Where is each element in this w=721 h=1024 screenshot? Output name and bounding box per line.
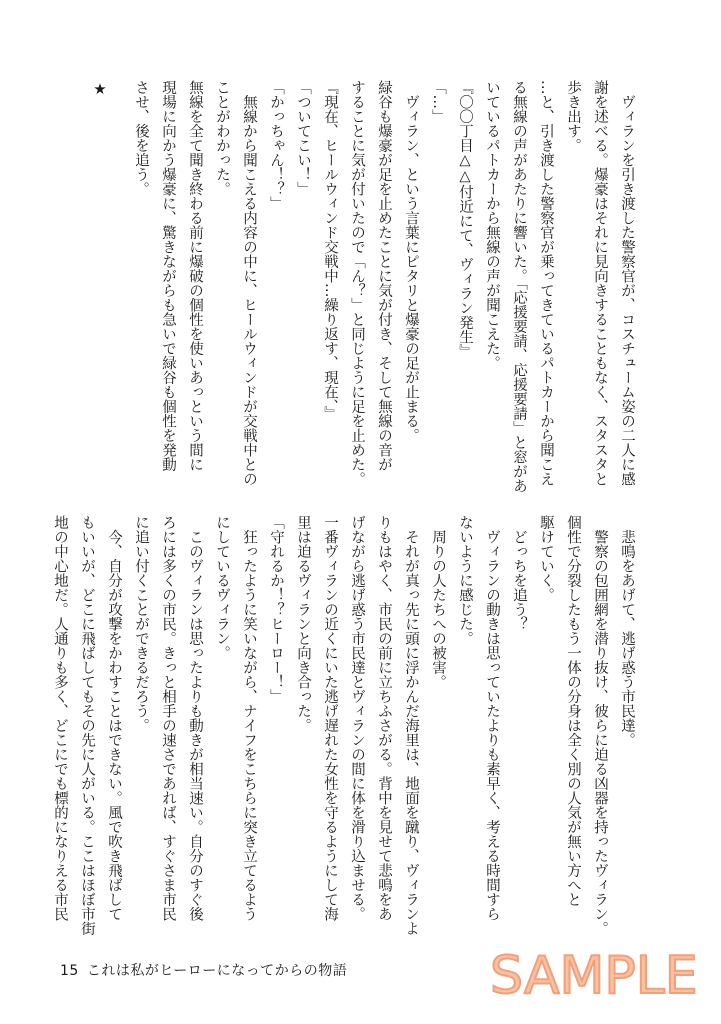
text-column: ヴィラン、という言葉にピタリと爆豪の足が止まる。 (403, 80, 419, 443)
text-column: 個性で分裂したもう一体の分身は全く別の人気が無い方へと (565, 515, 581, 907)
text-column: いているパトカーから無線の声が聞こえた。 (484, 80, 500, 370)
sample-watermark: SAMPLE (490, 946, 698, 1006)
text-column: ろには多くの市民。きっと相手の速さであれば、すぐさま市民 (160, 515, 176, 921)
text-column: このヴィランは思ったよりも動きが相当速い。自分のすぐ後 (187, 515, 203, 921)
text-column: 無線を全て聞き終わる前に爆破の個性を使いあっという間に (187, 80, 203, 472)
text-column: 警察の包囲網を潜り抜け、彼らに迫る凶器を持ったヴィラン。 (592, 515, 608, 936)
text-column: りもはやく、市民の前に立ちふさがる。背中を見せて悲鳴をあ (376, 515, 392, 921)
text-column: 『〇〇丁目△△付近にて、ヴィラン発生』 (457, 80, 473, 359)
text-column: 駆けていく。 (538, 515, 554, 602)
top-text-block (86, 80, 640, 495)
text-column: 歩き出す。 (565, 80, 581, 153)
book-title: これは私がヒーローになってからの物語 (86, 963, 348, 979)
text-column: 「守れるか！？ヒーロー！」 (268, 515, 284, 704)
text-column: 一番ヴィランの近くにいた逃げ遅れた女性を守るようにして海 (322, 515, 338, 921)
text-column: 地の中心地だ。人通りも多く、どこにでも標的になりえる市民 (52, 515, 68, 921)
text-column: 無線から聞こえる内容の中に、ヒールウィンドが交戦中との (241, 80, 257, 486)
text-column: …と、引き渡した警察官が乗ってきているパトカーから聞こえ (538, 80, 554, 486)
text-column: ヴィランを引き渡した警察官が、コスチューム姿の二人に感 (619, 80, 635, 486)
text-column: 「ついてこい！」 (295, 80, 311, 196)
text-column: 「かっちゃん！？」 (268, 80, 284, 211)
text-column: 今、自分が攻撃をかわすことはできない。風で吹き飛ばして (106, 515, 122, 921)
text-column: 『現在、ヒールウィンド交戦中…繰り返す、現在、』 (322, 80, 338, 421)
text-column: げながら逃げ惑う市民達とヴィランの間に体を滑り込ませる。 (349, 515, 365, 921)
text-column: どっちを追う？ (511, 515, 527, 631)
page-number: 15 (60, 963, 79, 979)
text-column: 「…」 (430, 80, 446, 124)
text-column: にしているヴィラン。 (214, 515, 230, 660)
text-column: 謝を述べる。爆豪はそれに見向きすることもなく、スタスタと (592, 80, 608, 486)
text-column: 悲鳴をあげて、逃げ惑う市民達。 (619, 515, 635, 747)
text-column: 現場に向かう爆豪に、驚きながらも急いで緑谷も個性を発動 (160, 80, 176, 472)
text-column: もいいが、どこに飛ばしてもその先に人がいる。ここはほぼ市街 (79, 515, 95, 936)
text-column: 里は迫るヴィランと向き合った。 (295, 515, 311, 733)
scene-break-star: ★ (91, 80, 109, 98)
page-footer (60, 960, 347, 980)
text-column: る無線の声があたりに響いた。「応援要請、応援要請」と窓があ (511, 80, 527, 494)
text-column: ヴィランの動きは思っていたよりも素早く、考える時間すら (484, 515, 500, 921)
text-column: 緑谷も爆豪が足を止めたことに気が付き、そして無線の音が (376, 80, 392, 472)
bottom-text-block (46, 515, 640, 935)
text-column: それが真っ先に頭に浮かんだ海里は、地面を蹴り、ヴィランよ (403, 515, 419, 936)
text-column: することに気が付いたので「ん？」と同じように足を止めた。 (349, 80, 365, 486)
text-column: 狂ったように笑いながら、ナイフをこちらに突き立てるよう (241, 515, 257, 921)
text-column: させ、後を追う。 (133, 80, 149, 196)
text-column: ことがわかった。 (214, 80, 230, 196)
text-column: 周りの人たちへの被害。 (430, 515, 446, 689)
text-column: に追い付くことができるだろう。 (133, 515, 149, 733)
text-column: ないように感じた。 (457, 515, 473, 646)
